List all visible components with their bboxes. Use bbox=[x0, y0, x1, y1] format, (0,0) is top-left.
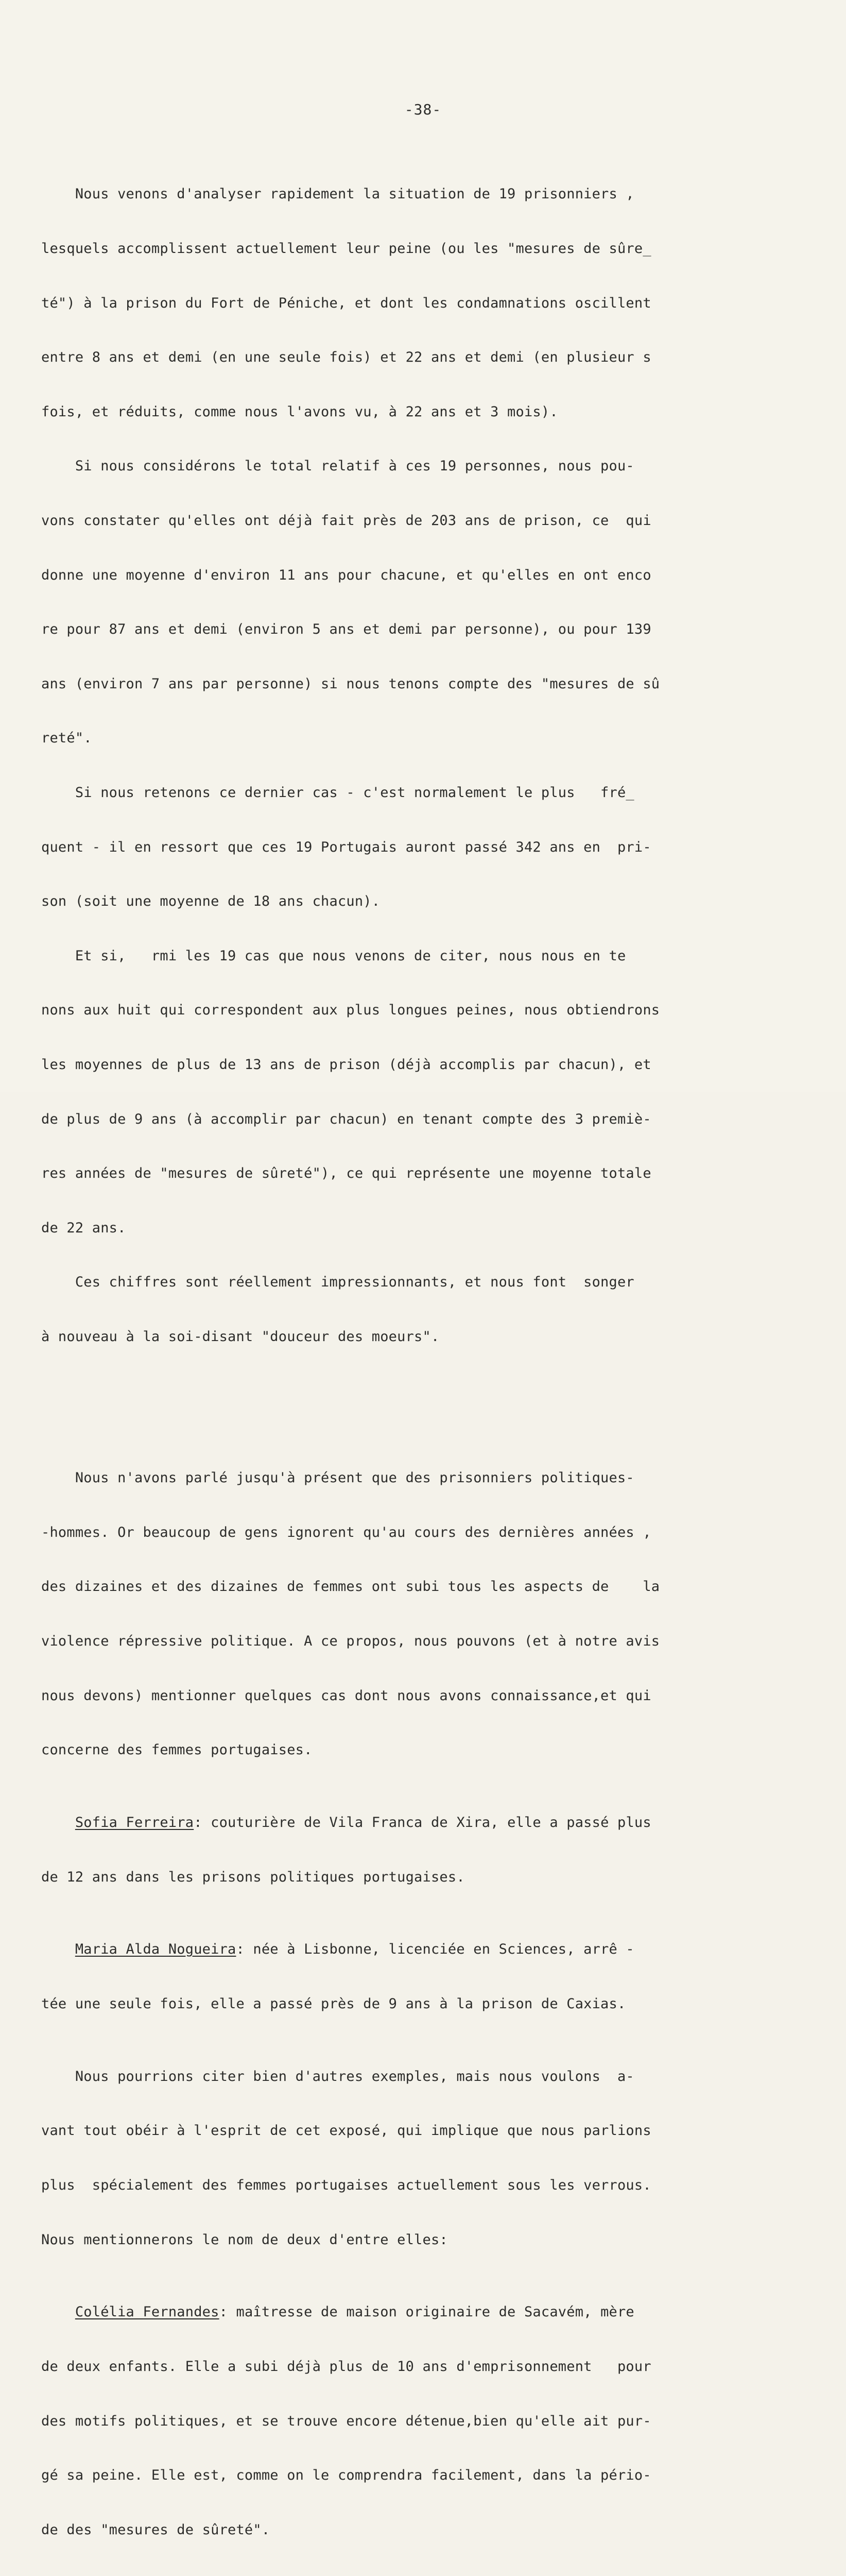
text-line: de 12 ans dans les prisons politiques portugaises. bbox=[41, 1869, 465, 1885]
text-line: violence répressive politique. A ce propos, nous pouvons (et à notre avis bbox=[41, 1633, 660, 1650]
text-line: de 22 ans. bbox=[41, 1219, 126, 1236]
text-line: nons aux huit qui correspondent aux plus longues peines, nous obtiendrons bbox=[41, 1002, 660, 1019]
person-description: : née à Lisbonne, licenciée en Sciences, arrê - bbox=[236, 1941, 634, 1958]
text-line: vant tout obéir à l'esprit de cet exposé, qui implique que nous parlions bbox=[41, 2123, 651, 2139]
person-description: : couturière de Vila Franca de Xira, elle a passé plus bbox=[194, 1815, 651, 1831]
text-line: Et si, rmi les 19 cas que nous venons de citer, nous nous en te bbox=[41, 947, 626, 964]
person-entry-colelia-fernandes bbox=[41, 2303, 798, 2321]
person-entry-sofia-ferreira bbox=[41, 1814, 798, 1832]
person-name: Maria Alda Nogueira bbox=[75, 1941, 236, 1958]
text-line: re pour 87 ans et demi (environ 5 ans et demi par personne), ou pour 139 bbox=[41, 621, 651, 638]
person-name: Sofia Ferreira bbox=[75, 1815, 194, 1831]
text-line: de des "mesures de sûreté". bbox=[41, 2521, 270, 2538]
text-line: reté". bbox=[41, 730, 92, 747]
paragraph-gap bbox=[41, 1400, 798, 1415]
body-text bbox=[41, 149, 798, 2576]
text-line: lesquels accomplissent actuellement leur peine (ou les "mesures de sûre_ bbox=[41, 241, 651, 257]
text-line: té") à la prison du Fort de Péniche, et dont les condamnations oscillent bbox=[41, 295, 651, 311]
text-line: de deux enfants. Elle a subi déjà plus de 10 ans d'emprisonnement pour bbox=[41, 2359, 651, 2375]
text-line: vons constater qu'elles ont déjà fait près de 203 ans de prison, ce qui bbox=[41, 512, 651, 529]
text-line: plus spécialement des femmes portugaises actuellement sous les verrous. bbox=[41, 2177, 651, 2194]
text-line: fois, et réduits, comme nous l'avons vu, à 22 ans et 3 mois). bbox=[41, 403, 558, 420]
text-line: Si nous considérons le total relatif à ces 19 personnes, nous pou- bbox=[41, 458, 634, 474]
page-number: -38- bbox=[404, 101, 442, 118]
text-line: -hommes. Or beaucoup de gens ignorent qu'au cours des dernières années , bbox=[41, 1524, 651, 1540]
text-line: son (soit une moyenne de 18 ans chacun). bbox=[41, 893, 381, 910]
text-line: gé sa peine. Elle est, comme on le comprendra facilement, dans la pério- bbox=[41, 2467, 651, 2484]
text-line: Nous n'avons parlé jusqu'à présent que des prisonniers politiques- bbox=[41, 1470, 634, 1486]
text-line: entre 8 ans et demi (en une seule fois) et 22 ans et demi (en plusieur s bbox=[41, 349, 651, 366]
text-line: Ces chiffres sont réellement impressionnants, et nous font songer bbox=[41, 1274, 634, 1291]
text-line: tée une seule fois, elle a passé près de 9 ans à la prison de Caxias. bbox=[41, 1996, 626, 2012]
text-line: Si nous retenons ce dernier cas - c'est normalement le plus fré_ bbox=[41, 784, 634, 801]
text-line: quent - il en ressort que ces 19 Portugais auront passé 342 ans en pri- bbox=[41, 839, 651, 855]
text-line: res années de "mesures de sûreté"), ce qui représente une moyenne totale bbox=[41, 1165, 651, 1182]
text-line: des motifs politiques, et se trouve encore détenue,bien qu'elle ait pur- bbox=[41, 2413, 651, 2429]
text-line: Nous pourrions citer bien d'autres exemples, mais nous voulons a- bbox=[41, 2068, 634, 2084]
person-entry-maria-alda-nogueira bbox=[41, 1940, 798, 1958]
text-line: ans (environ 7 ans par personne) si nous tenons compte des "mesures de sû bbox=[41, 675, 660, 692]
text-line: concerne des femmes portugaises. bbox=[41, 1742, 313, 1758]
text-line: à nouveau à la soi-disant "douceur des moeurs". bbox=[41, 1328, 440, 1345]
text-line: les moyennes de plus de 13 ans de prison (déjà accomplis par chacun), et bbox=[41, 1056, 651, 1073]
text-line: Nous mentionnerons le nom de deux d'entre elles: bbox=[41, 2231, 448, 2248]
text-line: nous devons) mentionner quelques cas dont nous avons connaissance,et qui bbox=[41, 1687, 651, 1704]
person-description: : maîtresse de maison originaire de Sacavém, mère bbox=[219, 2304, 634, 2320]
text-line: Nous venons d'analyser rapidement la situation de 19 prisonniers , bbox=[41, 186, 634, 202]
text-line: des dizaines et des dizaines de femmes ont subi tous les aspects de la bbox=[41, 1579, 660, 1595]
text-line: de plus de 9 ans (à accomplir par chacun) en tenant compte des 3 premiè- bbox=[41, 1111, 651, 1127]
person-name: Colélia Fernandes bbox=[75, 2304, 219, 2320]
text-line: donne une moyenne d'environ 11 ans pour chacune, et qu'elles en ont enco bbox=[41, 567, 651, 583]
